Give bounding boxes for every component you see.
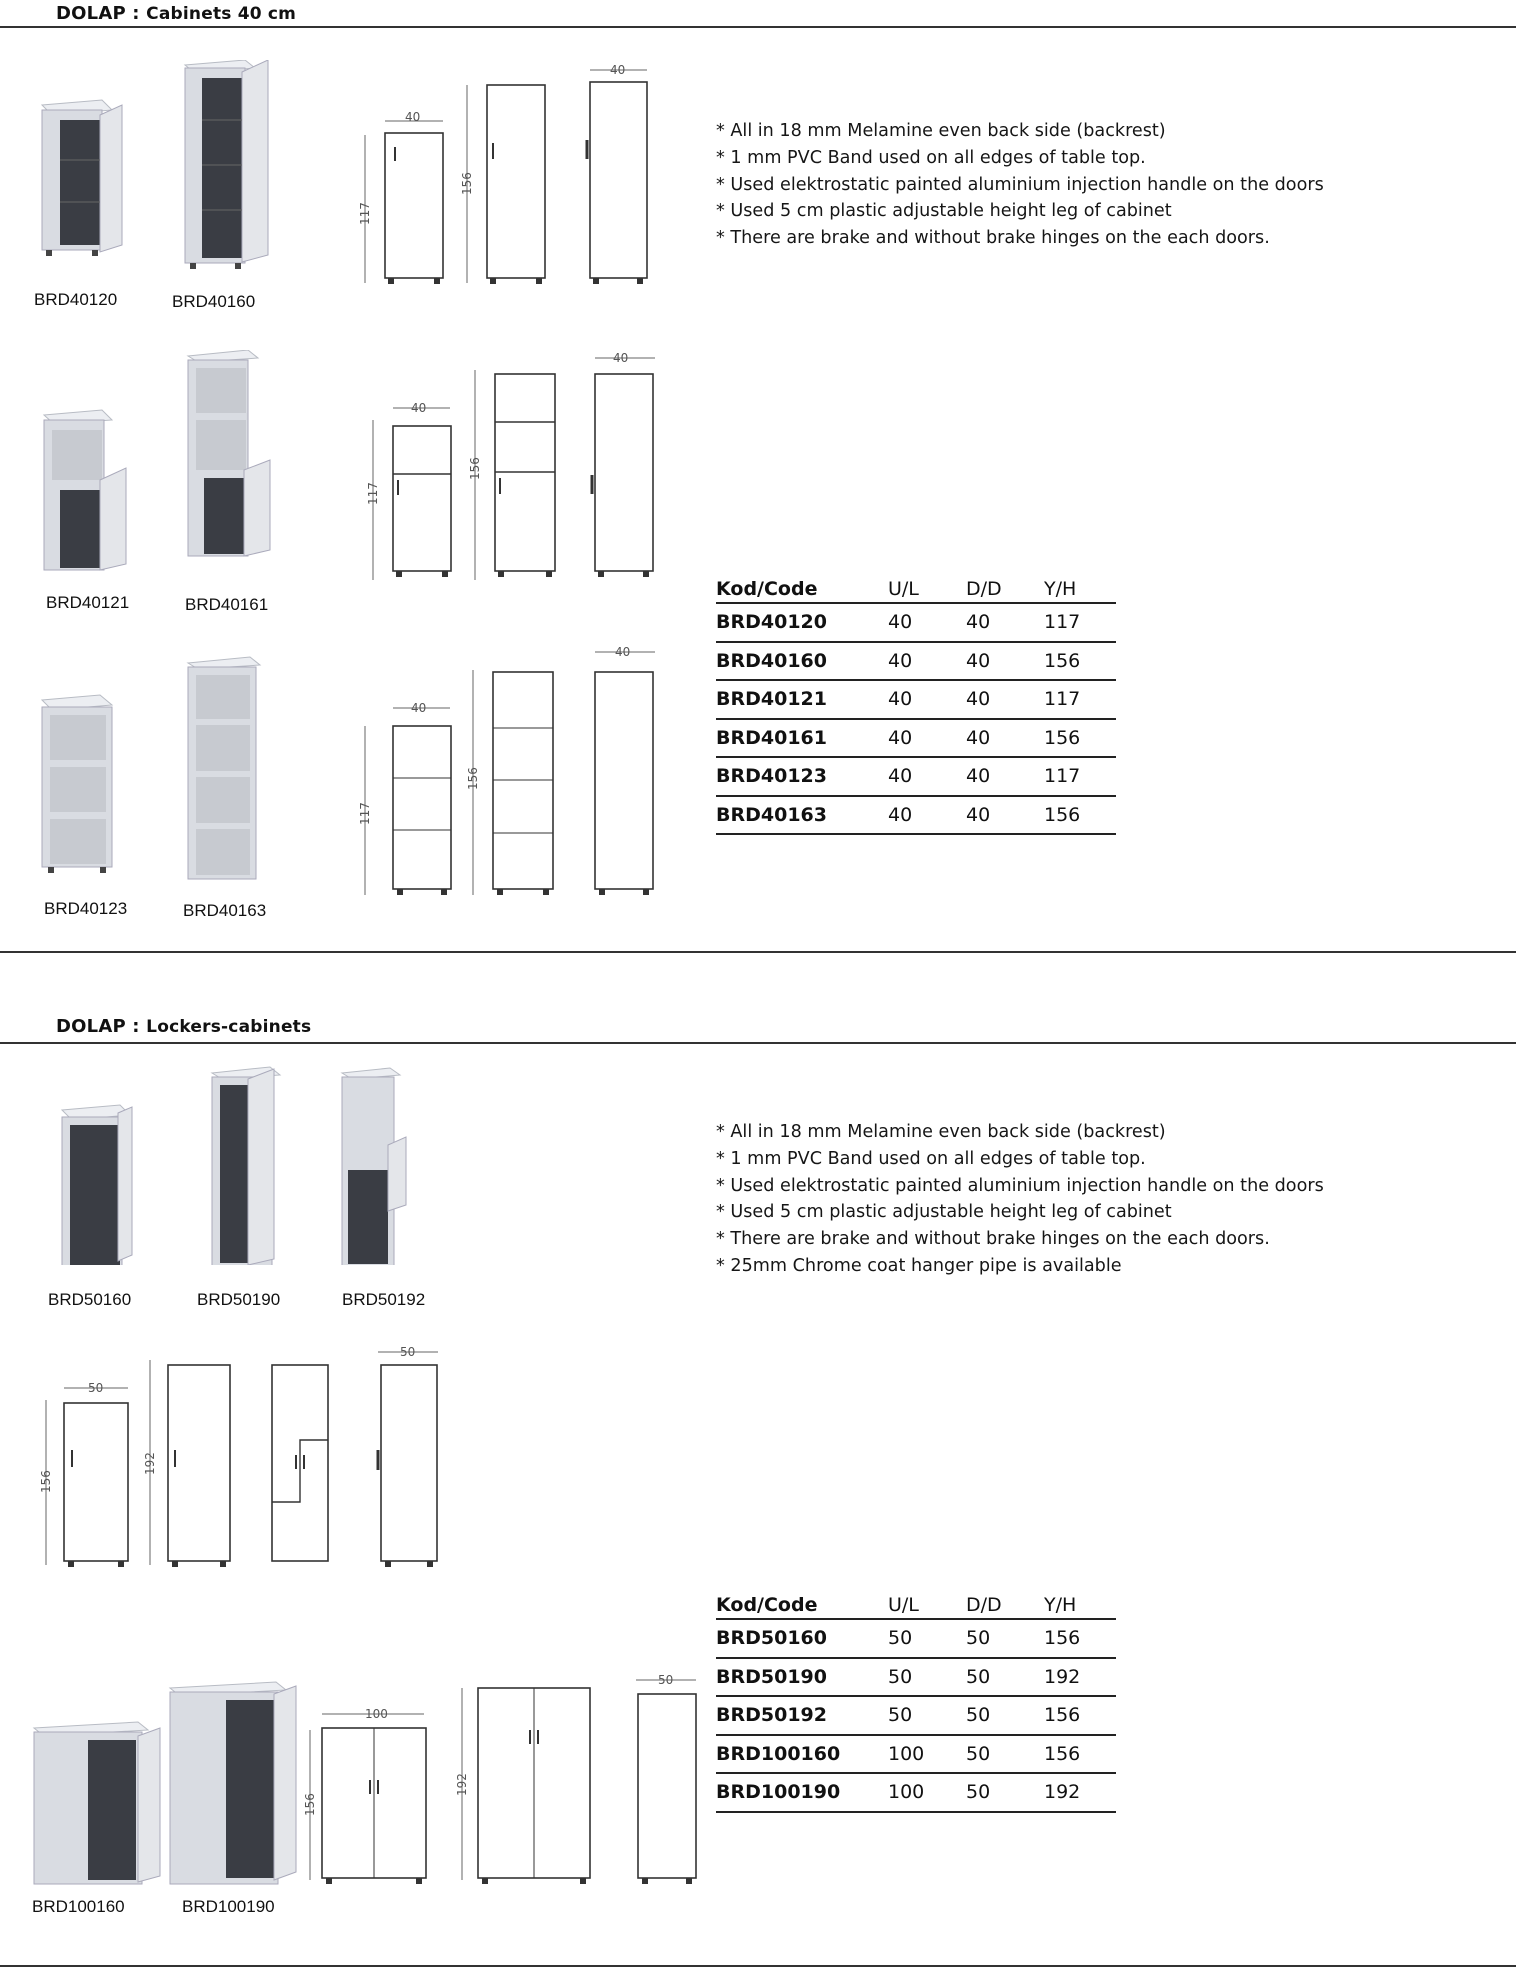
dim-depth: 50 bbox=[400, 1345, 416, 1359]
cell-depth: 50 bbox=[966, 1619, 1044, 1658]
cell-code: BRD100190 bbox=[716, 1773, 888, 1812]
cell-width: 40 bbox=[888, 642, 966, 681]
cell-code: BRD40163 bbox=[716, 796, 888, 835]
table-row bbox=[716, 1735, 1116, 1774]
table-row bbox=[716, 1658, 1116, 1697]
title-prefix: DOLAP : bbox=[56, 3, 140, 24]
cell-code: BRD50192 bbox=[716, 1696, 888, 1735]
product-label: BRD40121 bbox=[46, 593, 130, 612]
dim-depth: 40 bbox=[610, 63, 626, 77]
features-list bbox=[716, 118, 1324, 252]
cell-depth: 40 bbox=[966, 642, 1044, 681]
spec-table-cabinets bbox=[716, 564, 1116, 835]
feature-note: * Used elektrostatic painted aluminium injection handle on the doors bbox=[716, 1175, 1324, 1196]
cell-width: 50 bbox=[888, 1658, 966, 1697]
cell-height: 192 bbox=[1044, 1658, 1116, 1697]
cell-height: 156 bbox=[1044, 1735, 1116, 1774]
cabinet-photo bbox=[42, 695, 112, 873]
cell-height: 117 bbox=[1044, 757, 1116, 796]
cell-code: BRD40121 bbox=[716, 680, 888, 719]
dim-height-short: 117 bbox=[358, 802, 372, 825]
dim-width: 50 bbox=[88, 1381, 104, 1395]
product-label: BRD40123 bbox=[44, 899, 128, 918]
cell-depth: 40 bbox=[966, 680, 1044, 719]
cabinet-photo bbox=[62, 1105, 132, 1265]
dim-height-short: 117 bbox=[366, 482, 380, 505]
spec-table-lockers bbox=[716, 1580, 1116, 1813]
cell-width: 40 bbox=[888, 719, 966, 758]
cell-code: BRD40160 bbox=[716, 642, 888, 681]
product-label: BRD40161 bbox=[185, 595, 269, 614]
table-row bbox=[716, 642, 1116, 681]
title-prefix: DOLAP : bbox=[56, 1016, 140, 1037]
title-text: Cabinets 40 cm bbox=[146, 4, 297, 24]
cell-depth: 40 bbox=[966, 719, 1044, 758]
technical-drawing-lockers bbox=[38, 1345, 448, 1575]
dim-width: 40 bbox=[411, 701, 427, 715]
cell-depth: 50 bbox=[966, 1735, 1044, 1774]
cell-width: 40 bbox=[888, 796, 966, 835]
dim-height-156: 156 bbox=[39, 1470, 53, 1493]
dim-width: 40 bbox=[411, 401, 427, 415]
cell-depth: 40 bbox=[966, 796, 1044, 835]
cell-height: 156 bbox=[1044, 1619, 1116, 1658]
product-photos-row3 bbox=[28, 655, 288, 885]
product-label: BRD50190 bbox=[197, 1290, 281, 1309]
section-divider bbox=[0, 951, 1516, 953]
cell-depth: 50 bbox=[966, 1773, 1044, 1812]
product-photos-row2 bbox=[30, 350, 290, 580]
table-header-row bbox=[716, 1580, 1116, 1619]
cell-depth: 50 bbox=[966, 1696, 1044, 1735]
product-photos-double bbox=[30, 1670, 710, 1890]
feature-note: * Used 5 cm plastic adjustable height leg of cabinet bbox=[716, 1202, 1172, 1223]
cell-height: 117 bbox=[1044, 603, 1116, 642]
product-label: BRD40120 bbox=[34, 290, 118, 309]
cabinet-photo bbox=[212, 1067, 280, 1265]
title-text: Lockers-cabinets bbox=[146, 1017, 312, 1037]
cabinet-photo bbox=[170, 1682, 296, 1884]
product-label: BRD50160 bbox=[48, 1290, 132, 1309]
table-row bbox=[716, 1696, 1116, 1735]
cell-code: BRD100160 bbox=[716, 1735, 888, 1774]
dim-height-short: 117 bbox=[358, 202, 372, 225]
cell-width: 100 bbox=[888, 1773, 966, 1812]
cabinet-photo bbox=[185, 60, 268, 269]
cell-height: 156 bbox=[1044, 1696, 1116, 1735]
header-code: Kod/Code bbox=[716, 1594, 818, 1616]
cell-height: 156 bbox=[1044, 642, 1116, 681]
section-title-cabinets bbox=[56, 3, 296, 24]
cell-width: 100 bbox=[888, 1735, 966, 1774]
cell-height: 117 bbox=[1044, 680, 1116, 719]
cell-width: 40 bbox=[888, 757, 966, 796]
cell-width: 50 bbox=[888, 1696, 966, 1735]
cell-depth: 40 bbox=[966, 603, 1044, 642]
technical-drawing-row3 bbox=[355, 640, 665, 900]
header-depth: D/D bbox=[966, 578, 1002, 600]
dim-depth: 50 bbox=[658, 1673, 674, 1687]
table-row bbox=[716, 603, 1116, 642]
header-width: U/L bbox=[888, 1594, 919, 1616]
cabinet-photo bbox=[34, 1722, 160, 1884]
feature-note: * There are brake and without brake hinges on the each doors. bbox=[716, 1229, 1270, 1250]
dim-height-192: 192 bbox=[455, 1773, 469, 1796]
feature-note: * Used 5 cm plastic adjustable height leg of cabinet bbox=[716, 201, 1172, 222]
feature-note: * All in 18 mm Melamine even back side (backrest) bbox=[716, 1122, 1166, 1142]
technical-drawing-row1 bbox=[355, 55, 655, 295]
product-photos-row1 bbox=[30, 60, 280, 280]
dim-height-156: 156 bbox=[303, 1793, 317, 1816]
section-title-lockers bbox=[56, 1016, 311, 1037]
section-divider bbox=[0, 1965, 1516, 1967]
dim-height-tall: 156 bbox=[460, 172, 474, 195]
cell-code: BRD40161 bbox=[716, 719, 888, 758]
cell-code: BRD50190 bbox=[716, 1658, 888, 1697]
cell-width: 50 bbox=[888, 1619, 966, 1658]
dim-height-tall: 156 bbox=[466, 767, 480, 790]
table-row bbox=[716, 680, 1116, 719]
dim-width: 40 bbox=[405, 110, 421, 124]
section-divider bbox=[0, 1042, 1516, 1044]
cell-code: BRD40120 bbox=[716, 603, 888, 642]
header-height: Y/H bbox=[1044, 578, 1077, 600]
product-label: BRD100160 bbox=[32, 1897, 125, 1916]
dim-height-192: 192 bbox=[143, 1452, 157, 1475]
feature-note: * Used elektrostatic painted aluminium injection handle on the doors bbox=[716, 174, 1324, 195]
feature-note: * 25mm Chrome coat hanger pipe is available bbox=[716, 1255, 1122, 1276]
product-label: BRD50192 bbox=[342, 1290, 426, 1309]
cabinet-photo bbox=[188, 350, 270, 556]
table-row bbox=[716, 757, 1116, 796]
header-width: U/L bbox=[888, 578, 919, 600]
technical-drawing-row2 bbox=[355, 350, 665, 590]
dim-width-100: 100 bbox=[365, 1707, 388, 1721]
cell-code: BRD50160 bbox=[716, 1619, 888, 1658]
header-depth: D/D bbox=[966, 1594, 1002, 1616]
header-height: Y/H bbox=[1044, 1594, 1077, 1616]
feature-note: * 1 mm PVC Band used on all edges of table top. bbox=[716, 1148, 1146, 1169]
features-list-lockers bbox=[716, 1119, 1324, 1280]
cell-width: 40 bbox=[888, 603, 966, 642]
table-header-row bbox=[716, 564, 1116, 603]
feature-note: * 1 mm PVC Band used on all edges of table top. bbox=[716, 147, 1146, 168]
header-code: Kod/Code bbox=[716, 578, 818, 600]
cabinet-photo bbox=[42, 100, 122, 256]
table-row bbox=[716, 796, 1116, 835]
dim-depth: 40 bbox=[613, 351, 629, 365]
dim-depth: 40 bbox=[615, 645, 631, 659]
table-row bbox=[716, 1619, 1116, 1658]
cabinet-photo bbox=[342, 1068, 406, 1265]
table-row bbox=[716, 1773, 1116, 1812]
cell-height: 192 bbox=[1044, 1773, 1116, 1812]
product-label: BRD40160 bbox=[172, 292, 256, 311]
cabinet-photo bbox=[44, 410, 126, 570]
feature-note: * All in 18 mm Melamine even back side (backrest) bbox=[716, 121, 1166, 141]
cell-code: BRD40123 bbox=[716, 757, 888, 796]
dim-height-tall: 156 bbox=[468, 457, 482, 480]
cabinet-photo bbox=[188, 657, 260, 879]
cell-depth: 50 bbox=[966, 1658, 1044, 1697]
product-label: BRD100190 bbox=[182, 1897, 275, 1916]
cell-width: 40 bbox=[888, 680, 966, 719]
cell-height: 156 bbox=[1044, 719, 1116, 758]
cell-height: 156 bbox=[1044, 796, 1116, 835]
feature-note: * There are brake and without brake hinges on the each doors. bbox=[716, 228, 1270, 249]
section-divider bbox=[0, 26, 1516, 28]
product-photos-lockers bbox=[50, 1065, 430, 1265]
table-row bbox=[716, 719, 1116, 758]
product-label: BRD40163 bbox=[183, 901, 267, 920]
cell-depth: 40 bbox=[966, 757, 1044, 796]
